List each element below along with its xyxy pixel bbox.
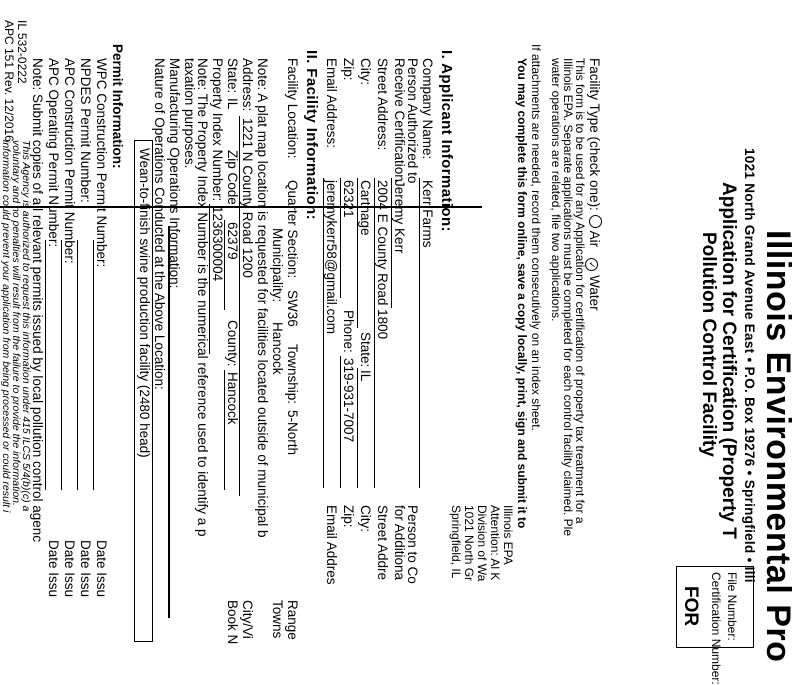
municipality-label: Municipality: [270, 228, 285, 303]
street-address-underline [374, 178, 375, 488]
zip-underline [340, 178, 341, 298]
section-applicant-heading: I. Applicant Information: [438, 50, 455, 232]
contact-city-label: City: [358, 505, 373, 532]
facility-location-label: Facility Location: [285, 58, 300, 159]
city-village-label: City/Vi [240, 600, 255, 639]
certification-number-label: Certification Number: [709, 572, 723, 685]
intro-line-2: Illinois EPA. Separate applications must be completed for each control facility claimed. Ple [561, 58, 575, 537]
intro-line-3: water operations are related, file two applications. [549, 58, 563, 322]
phone-value[interactable]: 319-931-7007 [341, 358, 356, 443]
book-label: Book N [225, 600, 240, 645]
company-name-underline [419, 178, 420, 488]
facility-address-label: Address: [240, 58, 255, 112]
facility-county-value[interactable]: Hancock [225, 372, 240, 425]
mail-to-line-2: Attention: Al K [488, 505, 502, 581]
manufacturing-ops-label: Manufacturing Operations Information: [167, 58, 182, 289]
facility-county-label: County: [225, 320, 240, 367]
contact-zip-label: Zip: [341, 505, 356, 528]
pin-note-line-1: Note: The Property Index Number is the numerical reference used to identify a p [195, 58, 210, 537]
air-label: Air [587, 230, 602, 248]
apc-operating-permit-label: APC Operating Permit Number: [46, 58, 61, 248]
permit-copies-note: Note: Submit copies of all relevant permits issued by local pollution control agenc [30, 58, 45, 543]
state-label: State: [358, 332, 373, 368]
disclaimer-line-3: information could prevent your application from being processed or could result i [0, 140, 12, 513]
facility-zip-label: Zip Code: [225, 150, 240, 209]
form-title: Application for Certification (Property T [718, 182, 739, 539]
wpc-construction-permit-field[interactable] [93, 240, 94, 490]
state-value[interactable]: IL [358, 370, 373, 382]
date-issued-4-label: Date Issu [46, 540, 61, 598]
company-name-label: Company Name: [420, 58, 435, 160]
township-label: Township: [285, 344, 300, 405]
contact-email-label: Email Addres [324, 505, 339, 585]
mail-to-line-5: Springfield, IL [449, 505, 463, 579]
street-address-label: Street Address: [375, 58, 390, 151]
facility-county-underline [224, 370, 225, 490]
date-issued-1-label: Date Issu [94, 540, 109, 598]
scan-fold-line [0, 206, 482, 208]
nature-of-operations-value: Wean-to-finish swine production facility (2480 head) [137, 148, 152, 458]
section-facility-heading: II. Facility Information: [303, 50, 320, 221]
facility-state-value[interactable]: IL [225, 98, 240, 110]
form-code-1: IL 532-0222 [15, 20, 29, 84]
npdes-permit-label: NPDES Permit Number: [78, 58, 93, 203]
zip-label: Zip: [341, 58, 356, 81]
date-issued-2-label: Date Issu [78, 540, 93, 598]
disclaimer-line-1: This Agency is authorized to request this information under 415 ILCS 5/4(b)(c) a [20, 140, 32, 512]
form-code-2: APC 151 Rev. 12/2016 [2, 20, 16, 142]
email-value[interactable]: jeremykerr58@gmail.com [324, 180, 339, 334]
contact-person-label-1: Person to Co [405, 505, 420, 584]
facility-state-label: State: [225, 58, 240, 94]
contact-person-label-2: for Additiona [392, 505, 407, 581]
person-authorized-value[interactable]: Jeremy Kerr [392, 180, 407, 254]
file-number-label: File Number: [725, 572, 739, 641]
township-value[interactable]: 5-North [285, 410, 300, 456]
person-authorized-label-1: Person Authorized to [405, 58, 420, 184]
city-value[interactable]: Carthage [358, 180, 373, 236]
email-label: Email Address: [324, 58, 339, 149]
mail-to-line-1: Illinois EPA [501, 505, 515, 565]
city-underline [357, 178, 358, 328]
nature-of-operations-label: Nature of Operations Conducted at the Above Location: [152, 58, 167, 390]
person-authorized-label-2: Receive Certification [392, 58, 407, 182]
water-check-mark: ✓ [587, 261, 597, 269]
online-note: You may complete this form online, save a copy locally, print, sign and submit it to [515, 58, 529, 529]
phone-underline [340, 356, 341, 488]
date-issued-3-label: Date Issu [62, 540, 77, 598]
street-address-value[interactable]: 2004 E County Road 1800 [375, 180, 390, 340]
npdes-permit-field[interactable] [77, 240, 78, 490]
disclaimer-line-2: voluntary and no penalties will result from the failure to provide the information. [10, 140, 22, 506]
mail-to-line-3: Division of Wa [475, 505, 489, 582]
facility-address-value[interactable]: 1221 N County Road 1200 [240, 118, 255, 278]
apc-construction-permit-field[interactable] [61, 240, 62, 490]
person-authorized-underline [391, 178, 392, 308]
plat-map-note: Note: A plat map location is requested for facilities located outside of municipal b [255, 58, 270, 538]
mail-to-line-4: 1021 North Gr [462, 505, 476, 582]
contact-street-label: Street Addre [375, 505, 390, 581]
facility-zip-value[interactable]: 62379 [225, 222, 240, 260]
quarter-section-label: Quarter Section: [285, 180, 300, 279]
form-border-line [168, 226, 170, 618]
phone-label: Phone: [341, 310, 356, 353]
facility-type-text: Facility Type (check one): [587, 58, 602, 211]
quarter-section-value[interactable]: SW36 [285, 290, 300, 327]
property-index-label: Property Index Number: [210, 58, 225, 202]
city-label: City: [358, 58, 373, 85]
permit-info-heading: Permit Information: [110, 44, 125, 169]
email-underline [323, 178, 324, 488]
pin-note-line-2: taxation purposes. [182, 58, 197, 169]
towns-label: Towns [270, 600, 285, 639]
range-label: Range [285, 600, 300, 640]
state-underline [357, 368, 358, 488]
apc-operating-permit-field[interactable] [45, 240, 46, 490]
municipality-value[interactable]: Hancock [270, 322, 285, 375]
agency-address: 1021 North Grand Avenue East • P.O. Box 19276 • Springfield • Illi [742, 148, 757, 583]
for-label: FOR [680, 586, 701, 627]
form-subtitle: Pollution Control Facility [698, 232, 719, 457]
property-index-value[interactable]: 1236300004 [210, 206, 225, 282]
apc-construction-permit-label: APC Construction Permit Number: [62, 58, 77, 264]
water-label: Water [587, 275, 602, 311]
facility-type-label [585, 58, 602, 311]
wpc-construction-permit-label: WPC Construction Permit Number: [94, 58, 109, 268]
intro-line-1: This form is to be used for any Application for certification of property tax treatment for a [573, 58, 587, 524]
zip-value[interactable]: 62321 [341, 180, 356, 218]
attachments-note: If attachments are needed, record them consecutively on an index sheet. [529, 44, 543, 431]
company-name-value[interactable]: Kerr Farms [420, 180, 435, 248]
air-radio[interactable] [589, 215, 602, 228]
agency-title: Illinois Environmental Pro [759, 230, 797, 663]
